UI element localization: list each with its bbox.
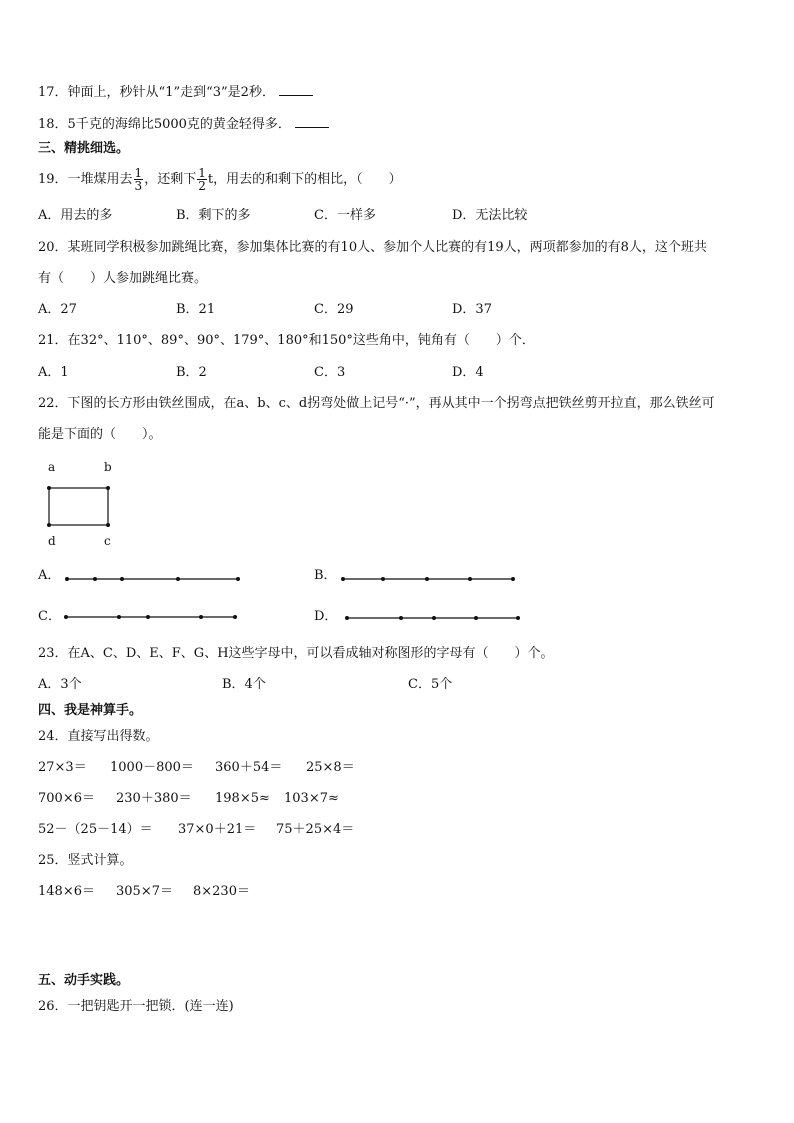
section-4-title: 四、我是神算手。 [38,703,143,718]
question-21: 21．在32°、110°、89°、90°、179°、180°和150°这些角中，钝角有（ ）个． [38,333,535,348]
question-19-post: t，用去的和剩下的相比，（ ） [207,172,402,187]
corner-dot-c [106,523,110,527]
option-c[interactable]: C．一样多 [314,208,376,223]
calc-item: 360＋54＝ [215,760,283,775]
option-c[interactable]: C．5个 [408,677,453,692]
calc-item: 25×8＝ [306,760,355,775]
question-20-line-2: 有（ ）人参加跳绳比赛。 [38,271,208,286]
corner-label-b: b [104,460,112,474]
option-c[interactable]: C．3 [314,365,346,380]
option-a[interactable]: A．27 [38,302,77,317]
fraction-one-half: $\frac{1}{2}$ [198,166,206,193]
calc-item: 75＋25×4＝ [276,822,355,837]
option-a[interactable]: A．3个 [38,677,82,692]
corner-dot-b [106,486,110,490]
question-24-title: 24．直接写出得数。 [38,729,159,744]
calc-item: 27×3＝ [38,760,87,775]
option-d[interactable]: D． [314,609,338,624]
corner-dot-d [47,523,51,527]
calc-item: 1000－800＝ [110,760,194,775]
option-d[interactable]: D．37 [452,302,492,317]
section-3-title: 三、精挑细选。 [38,141,130,156]
calc-item: 148×6＝ [38,884,95,899]
option-a[interactable]: A．用去的多 [38,208,113,223]
fraction-one-third: $\frac{1}{3}$ [134,166,143,193]
question-17-text: 17．钟面上，秒针从“1”走到“3”是2秒． [38,85,275,100]
option-b[interactable]: B．2 [176,365,207,380]
corner-label-c: c [104,534,111,548]
option-c[interactable]: C． [38,609,61,624]
question-18-text: 18．5千克的海绵比5000克的黄金轻得多． [38,117,291,132]
calc-item: 37×0＋21＝ [178,822,257,837]
wire-option-c-line [64,615,237,619]
calc-item: 305×7＝ [116,884,173,899]
calc-item: 103×7≈ [284,791,339,806]
wire-option-b-line [341,577,515,581]
question-25-title: 25．竖式计算。 [38,853,133,868]
option-d[interactable]: D．无法比较 [452,208,528,223]
question-22-line-2: 能是下面的（ ）。 [38,427,162,442]
question-19-pre: 19．一堆煤用去 [38,172,133,187]
option-c[interactable]: C．29 [314,302,354,317]
calc-item: 8×230＝ [193,884,250,899]
option-d[interactable]: D．4 [452,365,484,380]
section-5-title: 五、动手实践。 [38,973,130,988]
calc-item: 198×5≈ [215,791,270,806]
option-b[interactable]: B．4个 [222,677,266,692]
option-a[interactable]: A．1 [38,365,69,380]
question-19-mid: ，还剩下 [144,172,197,187]
calc-item: 230＋380＝ [116,791,192,806]
calc-item: 52－（25－14）＝ [38,822,153,837]
corner-label-a: a [48,460,56,474]
wire-option-a-line [65,577,240,581]
option-b[interactable]: B． [314,568,337,583]
wire-option-d-line [345,616,520,620]
option-b[interactable]: B．剩下的多 [176,208,251,223]
question-20-line-1: 20．某班同学积极参加跳绳比赛，参加集体比赛的有10人、参加个人比赛的有19人，两项都参加的有8人，这个班共 [38,240,707,255]
question-23: 23．在A、C、D、E、F、G、H这些字母中，可以看成轴对称图形的字母有（ ）个。 [38,646,554,661]
question-26: 26．一把钥匙开一把锁．(连一连) [38,999,234,1014]
corner-label-d: d [48,534,56,548]
corner-dot-a [47,486,51,490]
rectangle-shape [49,488,108,525]
option-a[interactable]: A． [38,568,61,583]
question-22-line-1: 22．下图的长方形由铁丝围成，在a、b、c、d拐弯处做上记号“·”，再从其中一个拐弯点把铁丝剪开拉直，那么铁丝可 [38,396,715,411]
option-b[interactable]: B．21 [176,302,216,317]
calc-item: 700×6＝ [38,791,95,806]
